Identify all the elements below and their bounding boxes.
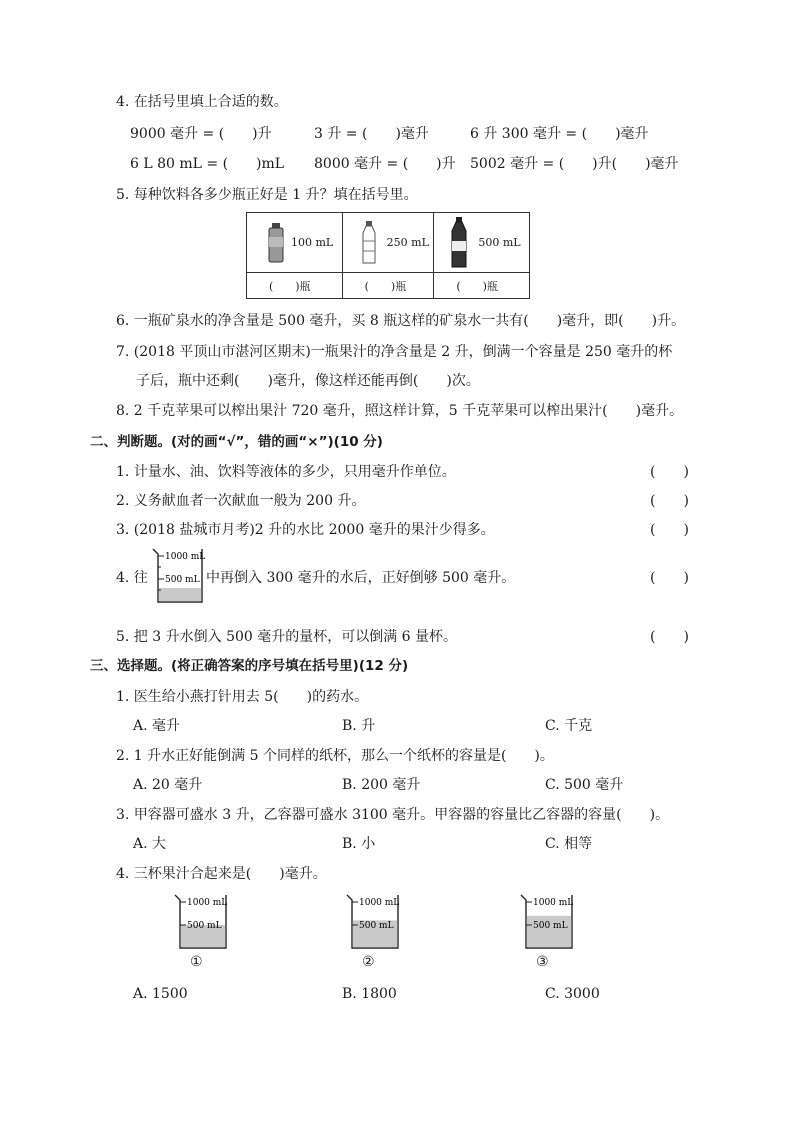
volume-500: 500 mL	[478, 236, 521, 249]
choice-3-c: C. 相等	[545, 836, 593, 852]
juice-beaker-3	[518, 892, 576, 952]
q4-title: 4. 在括号里填上合适的数。	[116, 94, 288, 110]
choice-4: 4. 三杯果汁合起来是( )毫升。	[116, 866, 327, 882]
beaker-icon	[150, 546, 206, 606]
choice-4-a: A. 1500	[133, 986, 188, 1002]
juice-beaker-1	[172, 892, 230, 952]
q4-row2-b: 8000 毫升 = ( )升	[314, 156, 456, 172]
volume-250: 250 mL	[386, 236, 429, 249]
judge-1-paren: ( )	[650, 464, 689, 480]
beaker-label-500: 500 mL	[165, 575, 200, 585]
beaker-num-3: ③	[536, 954, 549, 970]
choice-1-b: B. 升	[342, 718, 376, 734]
juice-beaker-2	[344, 892, 402, 952]
judge-3-paren: ( )	[650, 522, 689, 538]
q6: 6. 一瓶矿泉水的净含量是 500 毫升，买 8 瓶这样的矿泉水一共有( )毫升，即( )升。	[116, 313, 686, 329]
beaker-label-1000: 1000 mL	[165, 552, 206, 562]
medium-bottle-icon	[359, 221, 379, 265]
bottle-count-3: ( )瓶	[456, 280, 498, 293]
bottle-count-2: ( )瓶	[364, 280, 407, 293]
bottle-count-1: ( )瓶	[269, 280, 311, 293]
q4-row1-c: 6 升 300 毫升 = ( )毫升	[470, 126, 649, 142]
q4-row1-b: 3 升 = ( )毫升	[314, 126, 429, 142]
drink-cell-medium	[342, 213, 434, 273]
judge-5: 5. 把 3 升水倒入 500 毫升的量杯，可以倒满 6 量杯。	[116, 629, 458, 645]
choice-3-b: B. 小	[342, 836, 376, 852]
answer-cell-2	[342, 273, 434, 299]
choice-2-b: B. 200 毫升	[342, 777, 421, 793]
beaker1-label-500: 500 mL	[187, 921, 222, 931]
section3-title: 三、选择题。(将正确答案的序号填在括号里)(12 分)	[90, 658, 409, 674]
beaker3-label-1000: 1000 mL	[533, 898, 574, 908]
choice-3: 3. 甲容器可盛水 3 升，乙容器可盛水 3100 毫升。甲容器的容量比乙容器的容量( )。	[116, 807, 670, 823]
judge-4-prefix: 4. 往	[116, 570, 148, 586]
choice-2-c: C. 500 毫升	[545, 777, 624, 793]
beaker2-label-500: 500 mL	[359, 921, 394, 931]
q4-row2-a: 6 L 80 mL = ( )mL	[130, 156, 285, 172]
drink-cell-large	[434, 213, 530, 273]
judge-5-paren: ( )	[650, 629, 689, 645]
judge-4-text: 中再倒入 300 毫升的水后，正好倒够 500 毫升。	[206, 570, 516, 586]
q4-row1-a: 9000 毫升 = ( )升	[130, 126, 272, 142]
beaker-num-1: ①	[190, 954, 203, 970]
answer-cell-1	[247, 273, 343, 299]
q5-title: 5. 每种饮料各多少瓶正好是 1 升？填在括号里。	[116, 187, 418, 203]
beaker-num-2: ②	[362, 954, 375, 970]
choice-4-c: C. 3000	[545, 986, 600, 1002]
choice-2-a: A. 20 毫升	[133, 777, 203, 793]
judge-1: 1. 计量水、油、饮料等液体的多少，只用毫升作单位。	[116, 464, 456, 480]
q7-line2: 子后，瓶中还剩( )毫升，像这样还能再倒( )次。	[136, 373, 480, 389]
answer-cell-3	[434, 273, 530, 299]
q4-row2-c: 5002 毫升 = ( )升( )毫升	[470, 156, 679, 172]
large-bottle-icon	[448, 217, 470, 269]
volume-100: 100 mL	[291, 236, 334, 249]
q7-line1: 7. (2018 平顶山市湛河区期末)一瓶果汁的净含量是 2 升，倒满一个容量是 250 毫升的杯	[116, 344, 673, 360]
section2-title: 二、判断题。(对的画“√”，错的画“×”)(10 分)	[90, 434, 383, 450]
small-bottle-icon	[267, 223, 285, 263]
choice-3-a: A. 大	[133, 836, 167, 852]
judge-2-paren: ( )	[650, 493, 689, 509]
q8: 8. 2 千克苹果可以榨出果汁 720 毫升，照这样计算，5 千克苹果可以榨出果汁( )毫升。	[116, 403, 684, 419]
beaker3-label-500: 500 mL	[533, 921, 568, 931]
judge-3: 3. (2018 盐城市月考)2 升的水比 2000 毫升的果汁少得多。	[116, 522, 495, 538]
judge-2: 2. 义务献血者一次献血一般为 200 升。	[116, 493, 366, 509]
judge-4-paren: ( )	[650, 570, 689, 586]
drink-cell-small	[247, 213, 343, 273]
beaker2-label-1000: 1000 mL	[359, 898, 400, 908]
drinks-table	[246, 212, 530, 299]
choice-1-a: A. 毫升	[133, 718, 181, 734]
choice-2: 2. 1 升水正好能倒满 5 个同样的纸杯，那么一个纸杯的容量是( )。	[116, 748, 554, 764]
beaker1-label-1000: 1000 mL	[187, 898, 228, 908]
choice-4-b: B. 1800	[342, 986, 397, 1002]
choice-1: 1. 医生给小燕打针用去 5( )的药水。	[116, 689, 369, 705]
choice-1-c: C. 千克	[545, 718, 593, 734]
